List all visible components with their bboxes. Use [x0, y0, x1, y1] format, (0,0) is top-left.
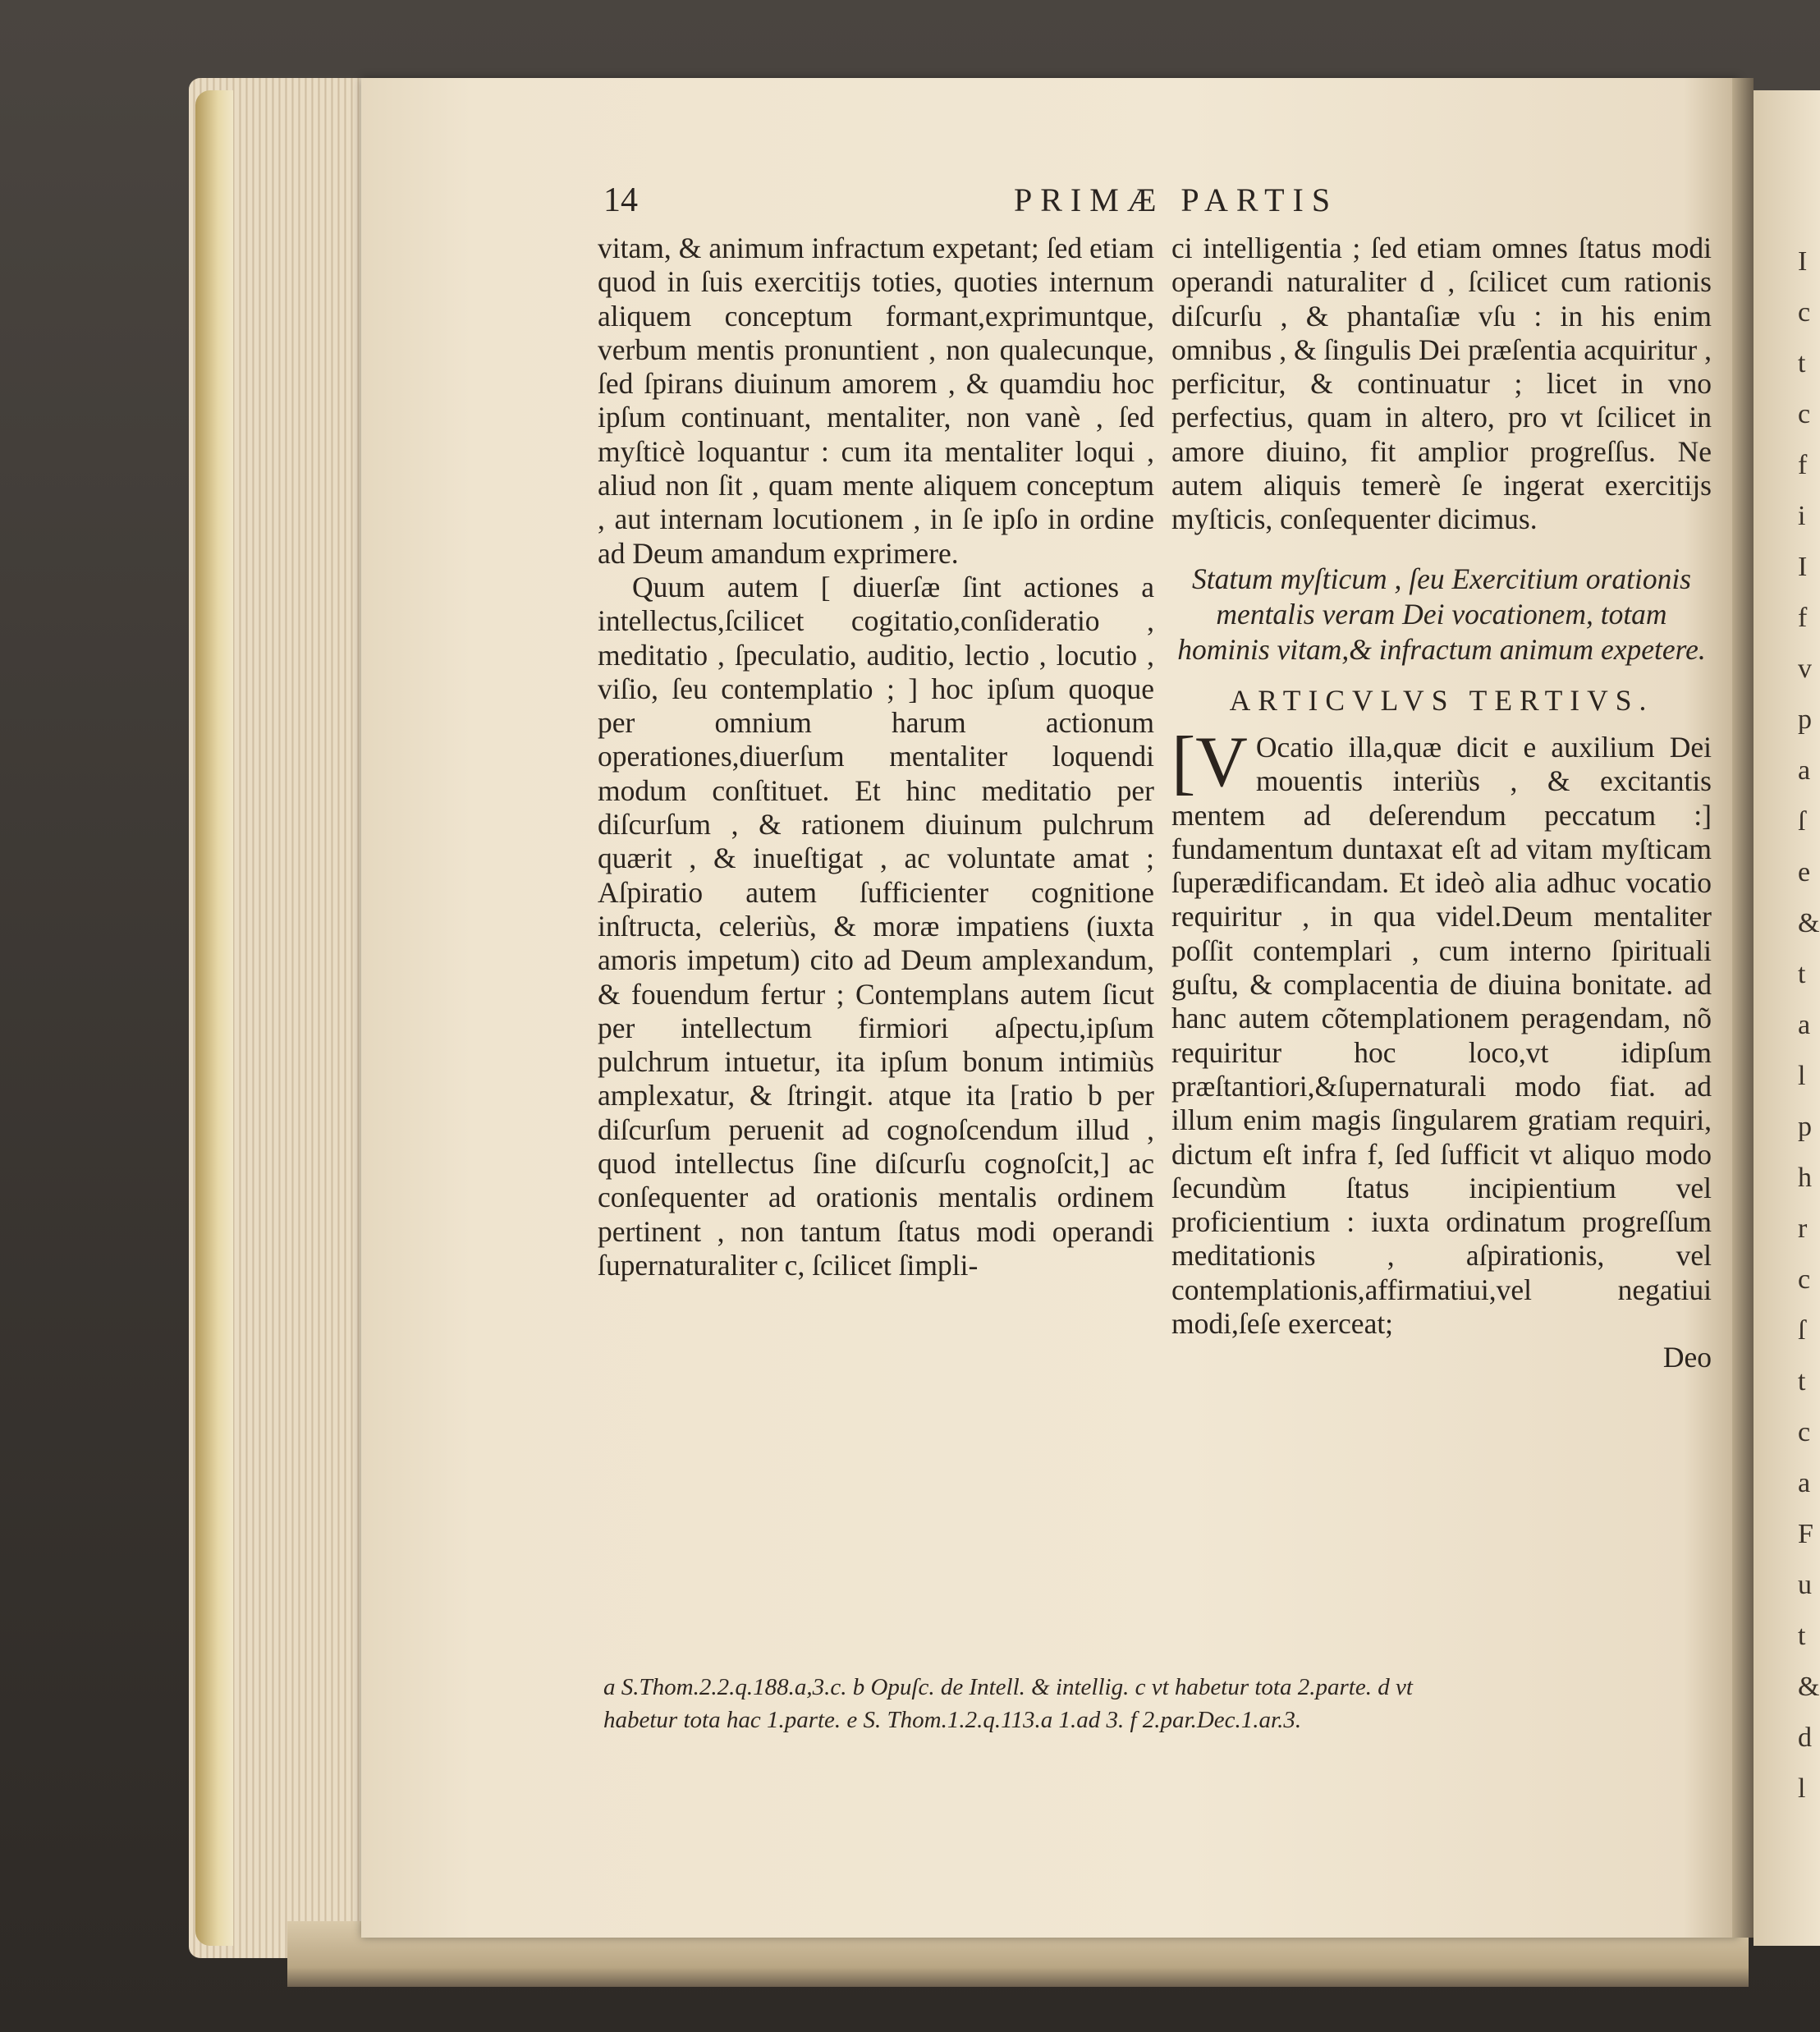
facing-page-letter: f: [1798, 450, 1808, 480]
footnote-line-1: a S.Thom.2.2.q.188.a,3.c. b Opuſc. de Intell. & intellig. c vt habetur tota 2.parte. d vt: [603, 1674, 1413, 1700]
facing-page-letter: t: [1798, 1621, 1806, 1651]
facing-page-letter: v: [1798, 654, 1812, 684]
facing-page-letter: a: [1798, 755, 1811, 786]
facing-page-letter: &: [1798, 908, 1820, 938]
drop-capital: [V: [1171, 722, 1248, 802]
facing-page-letter: t: [1798, 959, 1806, 989]
facing-page-letter: c: [1798, 1264, 1811, 1295]
facing-page-letter: ſ: [1798, 1315, 1806, 1346]
facing-page-letter: c: [1798, 297, 1811, 328]
facing-page-letter: r: [1798, 1213, 1808, 1244]
facing-page-letter: l: [1798, 1773, 1806, 1804]
footnotes: [603, 1671, 1712, 1736]
facing-page-letter: p: [1798, 1112, 1812, 1142]
facing-page-letter: p: [1798, 704, 1812, 735]
facing-page-letter: c: [1798, 399, 1811, 429]
left-column: [598, 232, 1154, 1282]
left-paragraph-1: vitam, & animum infractum expetant; ſed etiam quod in ſuis exercitijs toties, quoties internum aliquem conceptum formant,exprimuntque, verbum mentis pronuntient , non qualecunque, ſed ſpirans diuinum amorem , & quamdiu hoc ipſum continuant, mentaliter, non vanè , ſed myſticè loquantur : cum ita mentaliter loqui , aliud non ſit , quam mente aliquem conceptum , aut internam locutionem , in ſe ipſo in ordine ad Deum amandum exprimere.: [598, 232, 1154, 570]
facing-page-letter: d: [1798, 1722, 1812, 1753]
facing-page-letter: ſ: [1798, 806, 1806, 837]
book-gutter: [1732, 78, 1754, 1938]
facing-page-letter: F: [1798, 1519, 1813, 1549]
facing-page-letter: t: [1798, 1366, 1806, 1397]
page-header: [603, 181, 1720, 230]
facing-page-letter: &: [1798, 1672, 1820, 1702]
book-spine: [195, 90, 233, 1946]
facing-page-letter: e: [1798, 857, 1811, 888]
section-heading: Statum myſticum , ſeu Exercitium orationis mentalis veram Dei vocationem, totam hominis vitam,& infractum animum expetere.: [1177, 562, 1706, 666]
facing-page-letter: u: [1798, 1570, 1812, 1600]
article-title: ARTICVLVS TERTIVS.: [1229, 683, 1654, 717]
facing-page-letter: I: [1798, 552, 1808, 582]
article-body: Ocatio illa,quæ dicit e auxilium Dei mouentis interiùs , & excitantis mentem ad deſerendum peccatum :] fundamentum duntaxat eſt ad vitam myſticam ſuperædificandam. Et ideò alia adhuc vocatio requiritur , in qua videl.Deum mentaliter poſſit contemplari , cum interno ſpirituali guſtu, & complacentia de diuina bonitate. ad hanc autem cõtemplationem peragendam, nõ requiritur hoc loco,vt idipſum præſtantiori,&ſupernaturali modo fiat. ad illum enim magis ſingularem gratiam requiri, dictum eſt infra f, ſed ſufficit vt aliquo modo ſecundùm ſtatus incipientium vel proficientium : iuxta ordinatum progreſſum meditationis , aſpirationis, vel contemplationis,affirmatiui,vel negatiui modi,ſeſe exerceat;: [1171, 730, 1712, 1341]
right-intro: ci intelligentia ; ſed etiam omnes ſtatus modi operandi naturaliter d , ſcilicet cum rationis diſcurſu , & phantaſiæ vſu : in his enim omnibus , & ſingulis Dei præſentia acquiritur , perficitur, & continuatur ; licet in vno perfectius, quam in altero, pro vt ſcilicet in amore diuino, fit amplior progreſſus. Ne autem aliquis temerè ſe ingerat exercitijs myſticis, conſequenter dicimus.: [1171, 232, 1712, 536]
facing-page-letter: l: [1798, 1061, 1806, 1091]
running-title: PRIMÆ PARTIS: [1014, 181, 1339, 218]
facing-page-letter: a: [1798, 1010, 1811, 1040]
page-number: 14: [603, 181, 638, 219]
facing-page-letter: c: [1798, 1417, 1811, 1447]
left-paragraph-2: Quum autem [ diuerſæ ſint actiones a intellectus,ſcilicet cogitatio,conſideratio , meditatio , ſpeculatio, auditio, lectio , locutio , viſio, ſeu contemplatio ; ] hoc ipſum quoque per omnium harum actionum operationes,diuerſum mentaliter loquendi modum conſtituet. Et hinc meditatio per diſcurſum , & rationem diuinum pulchrum quærit , & inueſtigat , ac voluntate amat ; Aſpiratio autem ſufficienter cognitione inſtructa, celeriùs, & moræ impatiens (iuxta amoris impetum) cito ad Deum amplexandum, & fouendum fertur ; Contemplans autem ſicut per intellectum firmiori aſpectu,ipſum pulchrum intuetur, ita ipſum bonum intimiùs amplexatur, & ſtringit. atque ita [ratio b per diſcurſum peruenit ad cognoſcendum illud , quod intellectus ſine diſcurſu cognoſcit,] ac conſequenter ad orationis mentalis ordinem pertinent , non tantum ſtatus modi operandi ſupernaturaliter c, ſcilicet ſimpli-: [598, 570, 1154, 1282]
footnote-line-2: habetur tota hac 1.parte. e S. Thom.1.2.q.113.a 1.ad 3. f 2.par.Dec.1.ar.3.: [603, 1707, 1302, 1733]
right-column: [1171, 232, 1712, 1375]
facing-page-letter: I: [1798, 246, 1808, 277]
facing-page-letter: a: [1798, 1468, 1811, 1498]
facing-page-letter: f: [1798, 603, 1808, 633]
facing-page-letter: t: [1798, 348, 1806, 378]
facing-page-letter: i: [1798, 501, 1806, 531]
catchword: Deo: [1662, 1341, 1712, 1374]
facing-page-letter: h: [1798, 1163, 1812, 1193]
